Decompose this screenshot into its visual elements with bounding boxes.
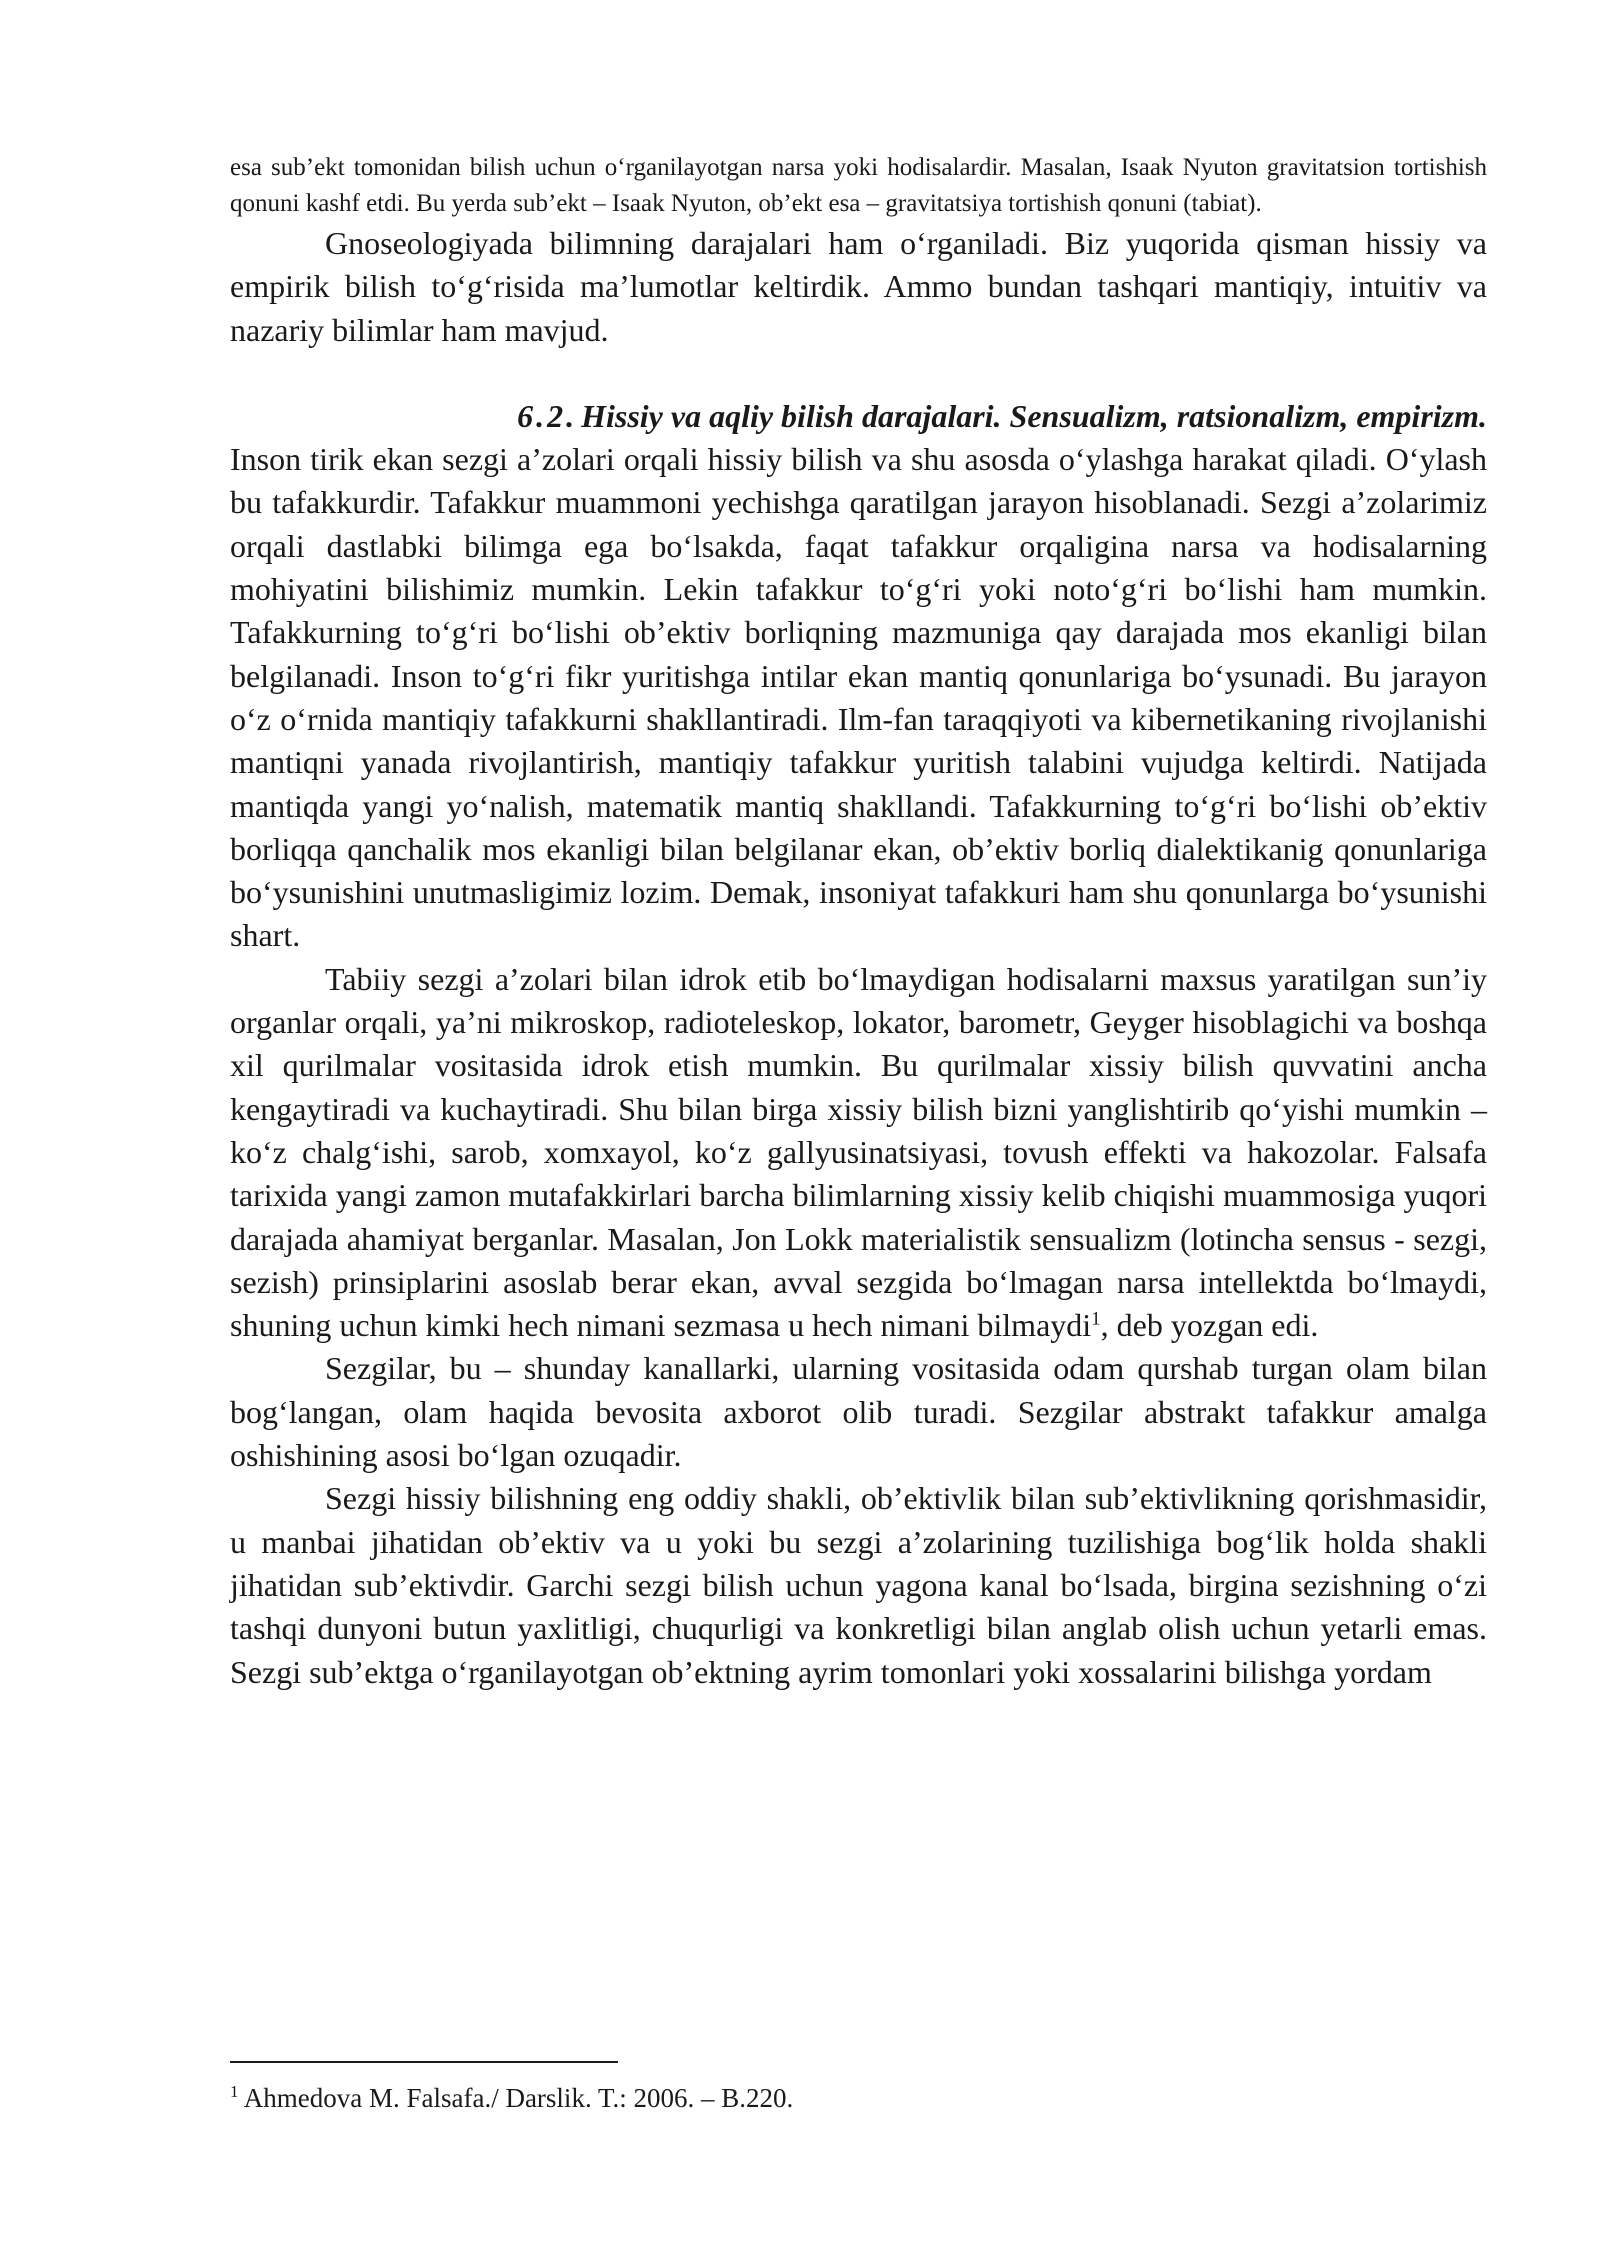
paragraph-sezgi-shakli: Sezgi hissiy bilishning eng oddiy shakli, ob’ektivlik bilan sub’ektivlikning qorishmasidir, u manbai jihatidan ob’ektiv va u yoki bu sezgi a’zolarining tuzilishiga bog‘lik holda shakli jihatidan sub’ektivdir. Garchi sezgi bilish uchun yagona kanal bo‘lsada, birgina sezishning o‘zi tashqi dunyoni butun yaxlitligi, chuqurligi va konkretligi bilan anglab olish uchun yetarli emas. Sezgi sub’ektga o‘rganilayotgan ob’ektning ayrim tomonlari yoki xossalarini bilishga yordam xyxy=(230,1480,1487,1690)
paragraph-sensualism-end: , deb yozgan edi. xyxy=(1100,1307,1319,1344)
paragraph-sensualism xyxy=(230,958,1487,1348)
footnote xyxy=(230,2080,793,2116)
paragraph-gnoseology: Gnoseologiyada bilimning darajalari ham o‘rganiladi. Biz yuqorida qisman hissiy va empirik bilish to‘g‘risida ma’lumotlar keltirdik. Ammo bundan tashqari mantiqiy, intuitiv va nazariy bilimlar ham mavjud. xyxy=(230,225,1487,348)
footnote-reference[interactable]: 1 xyxy=(1091,1308,1101,1330)
top-paragraph: esa sub’ekt tomonidan bilish uchun o‘rganilayotgan narsa yoki hodisalardir. Masalan, Isaak Nyuton gravitatsion tortishish qonuni kashf etdi. Bu yerda sub’ekt – Isaak Nyuton, ob’ekt esa – gravitatsiya tortishish qonuni (tabiat). xyxy=(230,154,1487,217)
footnote-text: Ahmedova M. Falsafa./ Darslik. T.: 2006. – B.220. xyxy=(238,2083,794,2113)
paragraph-sezgilar: Sezgilar, bu – shunday kanallarki, ularning vositasida odam qurshab turgan olam bilan bog‘langan, olam haqida bevosita axborot olib turadi. Sezgilar abstrakt tafakkur amalga oshishining asosi bo‘lgan ozuqadir. xyxy=(230,1350,1487,1474)
section-heading xyxy=(230,395,1487,438)
page-content xyxy=(230,150,1487,1694)
section-title: Hissiy va aqliy bilish darajalari. Sensualizm, ratsionalizm, empirizm. xyxy=(581,397,1487,434)
footnote-separator xyxy=(230,2061,618,2063)
paragraph-tafakkur: Inson tirik ekan sezgi a’zolari orqali hissiy bilish va shu asosda o‘ylashga harakat qiladi. O‘ylash bu tafakkurdir. Tafakkur muammoni yechishga qaratilgan jarayon hisoblanadi. Sezgi a’zolarimiz orqali dastlabki bilimga ega bo‘lsakda, faqat tafakkur orqaligina narsa va hodisalarning mohiyatini bilishimiz mumkin. Lekin tafakkur to‘g‘ri yoki noto‘g‘ri bo‘lishi ham mumkin. Tafakkurning to‘g‘ri bo‘lishi ob’ektiv borliqning mazmuniga qay darajada mos ekanligi bilan belgilanadi. Inson to‘g‘ri fikr yuritishga intilar ekan mantiq qonunlariga bo‘ysunadi. Bu jarayon o‘z o‘rnida mantiqiy tafakkurni shakllantiradi. Ilm-fan taraqqiyoti va kibernetikaning rivojlanishi mantiqni yanada rivojlantirish, mantiqiy tafakkur yuritish talabini vujudga keltirdi. Natijada mantiqda yangi yo‘nalish, matematik mantiq shakllandi. Tafakkurning to‘g‘ri bo‘lishi ob’ektiv borliqqa qanchalik mos ekanligi bilan belgilanar ekan, ob’ektiv borliq dialektikanig qonunlariga bo‘ysunishini unutmasligimiz lozim. Demak, insoniyat tafakkuri ham shu qonunlarga bo‘ysunishi shart. xyxy=(230,441,1487,954)
section-number: 6.2. xyxy=(517,397,578,434)
footnote-marker: 1 xyxy=(230,2082,239,2101)
paragraph-sensualism-text: Tabiiy sezgi a’zolari bilan idrok etib bo‘lmaydigan hodisalarni maxsus yaratilgan sun’iy organlar orqali, ya’ni mikroskop, radioteleskop, lokator, barometr, Geyger hisoblagichi va boshqa xil qurilmalar vositasida idrok etish mumkin. Bu qurilmalar xissiy bilish quvvatini ancha kengaytiradi va kuchaytiradi. Shu bilan birga xissiy bilish bizni yanglishtirib qo‘yishi mumkin – ko‘z chalg‘ishi, sarob, xomxayol, ko‘z gallyusinatsiyasi, tovush effekti va hakozolar. Falsafa tarixida yangi zamon mutafakkirlari barcha bilimlarning xissiy kelib chiqishi muammosiga yuqori darajada ahamiyat berganlar. Masalan, Jon Lokk materialistik sensualizm (lotincha sensus - sezgi, sezish) prinsiplarini asoslab berar ekan, avval sezgida bo‘lmagan narsa intellektda bo‘lmaydi, shuning uchun kimki hech nimani sezmasa u hech nimani bilmaydi xyxy=(230,960,1487,1344)
